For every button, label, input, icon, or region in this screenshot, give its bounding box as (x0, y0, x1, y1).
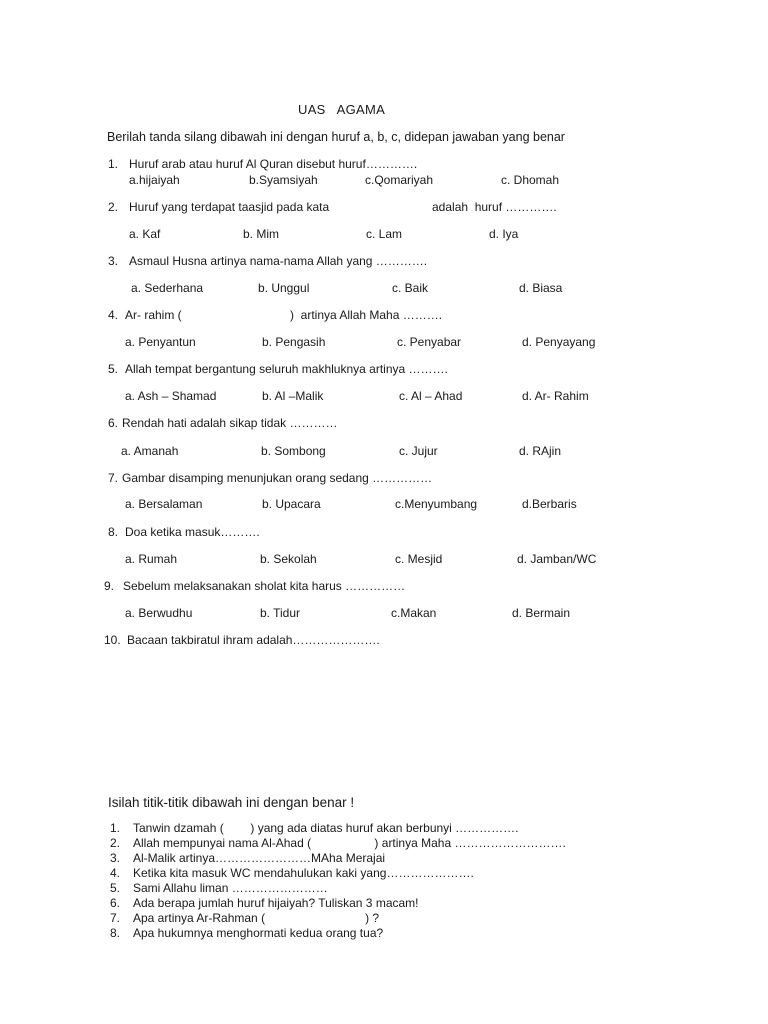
section1-instruction: Berilah tanda silang dibawah ini dengan huruf a, b, c, didepan jawaban yang benar (107, 130, 565, 144)
question-text: Sebelum melaksanakan sholat kita harus …………… (123, 579, 406, 593)
option-c: c.Qomariyah (365, 173, 434, 187)
question-number: 3. (108, 254, 119, 268)
fill-number: 1. (110, 821, 121, 835)
fill-item-text: Ada berapa jumlah huruf hijaiyah? Tuliskan 3 macam! (133, 896, 419, 910)
fill-number: 6. (110, 896, 121, 910)
option-a: a. Kaf (129, 227, 161, 241)
option-b: b. Tidur (260, 606, 301, 620)
fill-number: 3. (110, 851, 121, 865)
section2-instruction: Isilah titik-titik dibawah ini dengan benar ! (108, 795, 355, 810)
question-number: 5. (108, 362, 119, 376)
question-number: 9. (104, 579, 115, 593)
option-a: a. Sederhana (131, 281, 204, 295)
fill-number: 8. (110, 926, 121, 940)
option-b: b. Sombong (261, 444, 326, 458)
option-d: d. Iya (489, 227, 519, 241)
question-text: Rendah hati adalah sikap tidak ………… (122, 416, 338, 430)
option-d: d. RAjin (519, 444, 562, 458)
option-d: d.Berbaris (522, 497, 577, 511)
fill-item-text: Apa hukumnya menghormati kedua orang tua? (133, 926, 384, 940)
fill-number: 5. (110, 881, 121, 895)
question-text-continued: ) artinya Allah Maha ………. (290, 308, 443, 322)
fill-item-text: Tanwin dzamah ( ) yang ada diatas huruf akan berbunyi ……………. (133, 821, 519, 835)
fill-number: 2. (110, 836, 121, 850)
question-text: Ar- rahim ( (125, 308, 182, 322)
option-d: d. Jamban/WC (517, 552, 597, 566)
option-a: a. Rumah (125, 552, 178, 566)
option-c: c. Mesjid (395, 552, 443, 566)
option-b: b.Syamsiyah (249, 173, 318, 187)
fill-item-text: Sami Allahu liman …………………… (133, 881, 328, 895)
question-number: 6. (108, 416, 119, 430)
option-a: a. Berwudhu (125, 606, 193, 620)
question-number: 1. (108, 157, 119, 171)
option-a: a. Penyantun (125, 335, 196, 349)
fill-number: 4. (110, 866, 121, 880)
fill-item-text: Allah mempunyai nama Al-Ahad ( ) artinya Maha ………………………. (133, 836, 566, 850)
fill-item-text: Ketika kita masuk WC mendahulukan kaki yang…………………. (133, 866, 474, 880)
question-text-continued: adalah huruf …………. (432, 200, 557, 214)
question-text: Allah tempat bergantung seluruh makhluknya artinya ………. (125, 362, 448, 376)
option-b: b. Mim (243, 227, 279, 241)
option-b: b. Al –Malik (262, 389, 324, 403)
question-text: Asmaul Husna artinya nama-nama Allah yang …………. (129, 254, 428, 268)
question-number: 8. (108, 525, 119, 539)
option-c: c. Jujur (399, 444, 438, 458)
option-b: b. Pengasih (262, 335, 326, 349)
option-d: d. Bermain (512, 606, 571, 620)
option-b: b. Unggul (258, 281, 310, 295)
question-number: 7. (108, 471, 119, 485)
option-c: c. Baik (392, 281, 429, 295)
option-a: a. Amanah (121, 444, 179, 458)
question-text: Huruf yang terdapat taasjid pada kata (129, 200, 330, 214)
option-c: c. Penyabar (397, 335, 462, 349)
option-c: c. Lam (366, 227, 403, 241)
option-d: c. Dhomah (501, 173, 560, 187)
option-d: d. Biasa (519, 281, 563, 295)
question-number: 2. (108, 200, 119, 214)
question-text: Gambar disamping menunjukan orang sedang …………… (122, 471, 433, 485)
option-b: b. Upacara (262, 497, 321, 511)
option-c: c. Al – Ahad (399, 389, 463, 403)
option-d: d. Penyayang (522, 335, 596, 349)
option-c: c.Makan (391, 606, 437, 620)
question-text: Doa ketika masuk………. (125, 525, 260, 539)
page-title: UAS AGAMA (298, 102, 386, 117)
fill-number: 7. (110, 911, 121, 925)
question-text: Huruf arab atau huruf Al Quran disebut huruf…………. (129, 157, 418, 171)
option-d: d. Ar- Rahim (522, 389, 589, 403)
option-a: a. Bersalaman (125, 497, 203, 511)
question-number: 4. (108, 308, 119, 322)
option-b: b. Sekolah (260, 552, 317, 566)
option-a: a. Ash – Shamad (125, 389, 217, 403)
option-c: c.Menyumbang (395, 497, 478, 511)
fill-item-text: Apa artinya Ar-Rahman ( ) ? (133, 911, 380, 925)
question-number: 10. (104, 633, 121, 647)
question-text: Bacaan takbiratul ihram adalah…………………. (127, 633, 380, 647)
option-a: a.hijaiyah (129, 173, 180, 187)
fill-item-text: Al-Malik artinya……………………MAha Merajai (133, 851, 386, 865)
